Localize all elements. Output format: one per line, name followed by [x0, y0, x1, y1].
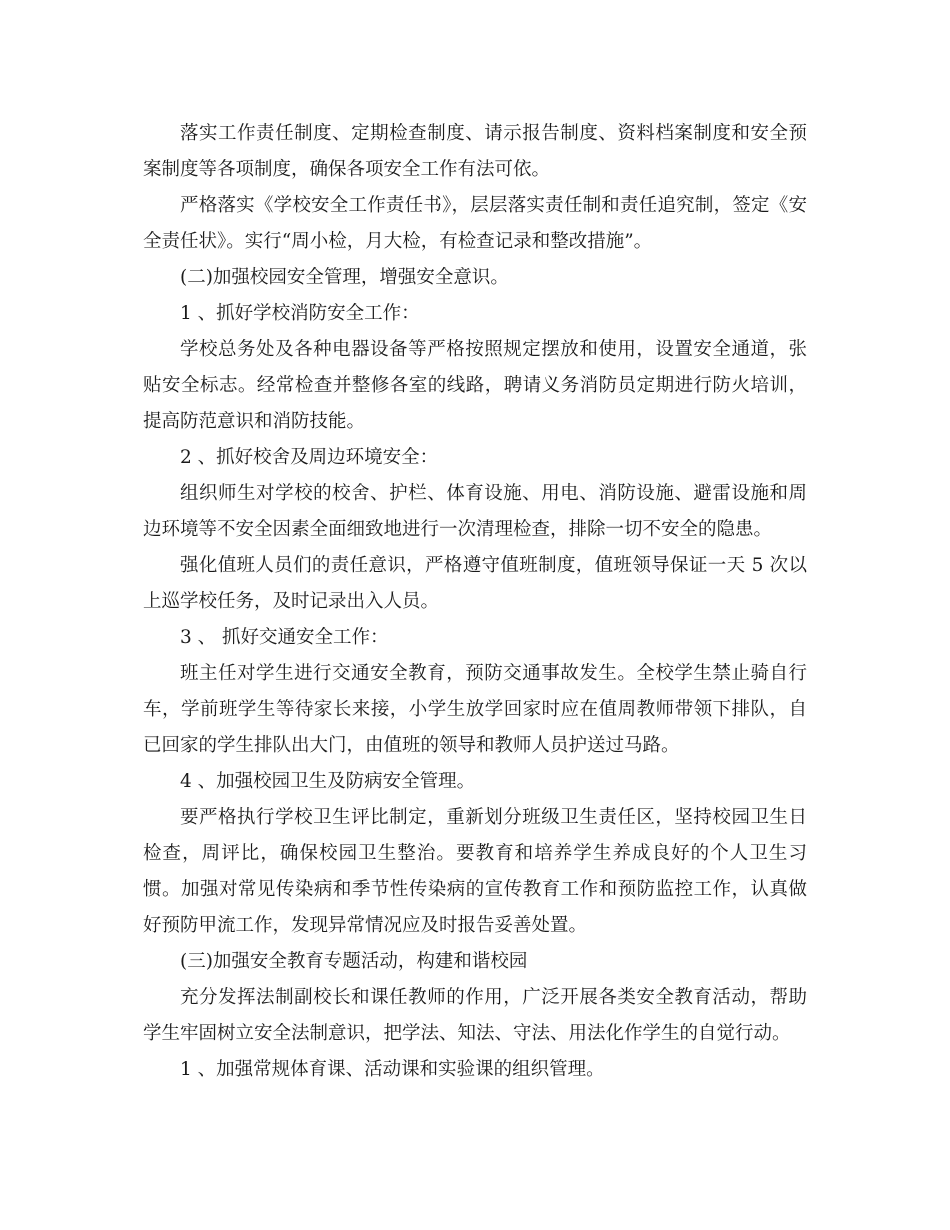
paragraph-traffic-safety: 班主任对学生进行交通安全教育，预防交通事故发生。全校学生禁止骑自行车，学前班学生等待家长来接，小学生放学回家时应在值周教师带领下排队，自已回家的学生排队出大门，由值班的领导和教师人员护送过马路。	[143, 663, 807, 756]
item-heading-hygiene: 4 、加强校园卫生及防病安全管理。	[180, 771, 476, 792]
paragraph-safety-education: 充分发挥法制副校长和课任教师的作用，广泛开展各类安全教育活动，帮助学生牢固树立安全法制意识，把学法、知法、守法、用法化作学生的自觉行动。	[143, 987, 807, 1044]
document-body	[143, 116, 807, 1088]
item-heading-traffic-safety: 3 、 抓好交通安全工作：	[180, 627, 389, 648]
section-heading-3: (三)加强安全教育专题活动，构建和谐校园	[180, 951, 528, 972]
paragraph-duty-system: 强化值班人员们的责任意识，严格遵守值班制度，值班领导保证一天 5 次以上巡学校任务，及时记录出入人员。	[143, 555, 807, 612]
item-heading-fire-safety: 1 、抓好学校消防安全工作：	[180, 303, 420, 324]
paragraph-fire-safety: 学校总务处及各种电器设备等严格按照规定摆放和使用，设置安全通道，张贴安全标志。经常检查并整修各室的线路，聘请义务消防员定期进行防火培训，提高防范意识和消防技能。	[143, 339, 807, 432]
section-heading-2: (二)加强校园安全管理，增强安全意识。	[180, 267, 509, 288]
paragraph-1: 落实工作责任制度、定期检查制度、请示报告制度、资料档案制度和安全预案制度等各项制度，确保各项安全工作有法可依。	[143, 123, 807, 180]
paragraph-campus-inspection: 组织师生对学校的校舍、护栏、体育设施、用电、消防设施、避雷设施和周边环境等不安全因素全面细致地进行一次清理检查，排除一切不安全的隐患。	[143, 483, 807, 540]
paragraph-2: 严格落实《学校安全工作责任书》，层层落实责任制和责任追究制，签定《安全责任状》。实行“周小检，月大检，有检查记录和整改措施”。	[143, 195, 807, 252]
item-heading-campus-environment: 2 、抓好校舍及周边环境安全：	[180, 447, 439, 468]
item-heading-pe-lab-management: 1 、加强常规体育课、活动课和实验课的组织管理。	[180, 1059, 605, 1080]
paragraph-hygiene: 要严格执行学校卫生评比制定，重新划分班级卫生责任区，坚持校园卫生日检查，周评比，确保校园卫生整治。要教育和培养学生养成良好的个人卫生习惯。加强对常见传染病和季节性传染病的宣传教育工作和预防监控工作，认真做好预防甲流工作，发现异常情况应及时报告妥善处置。	[143, 807, 807, 936]
